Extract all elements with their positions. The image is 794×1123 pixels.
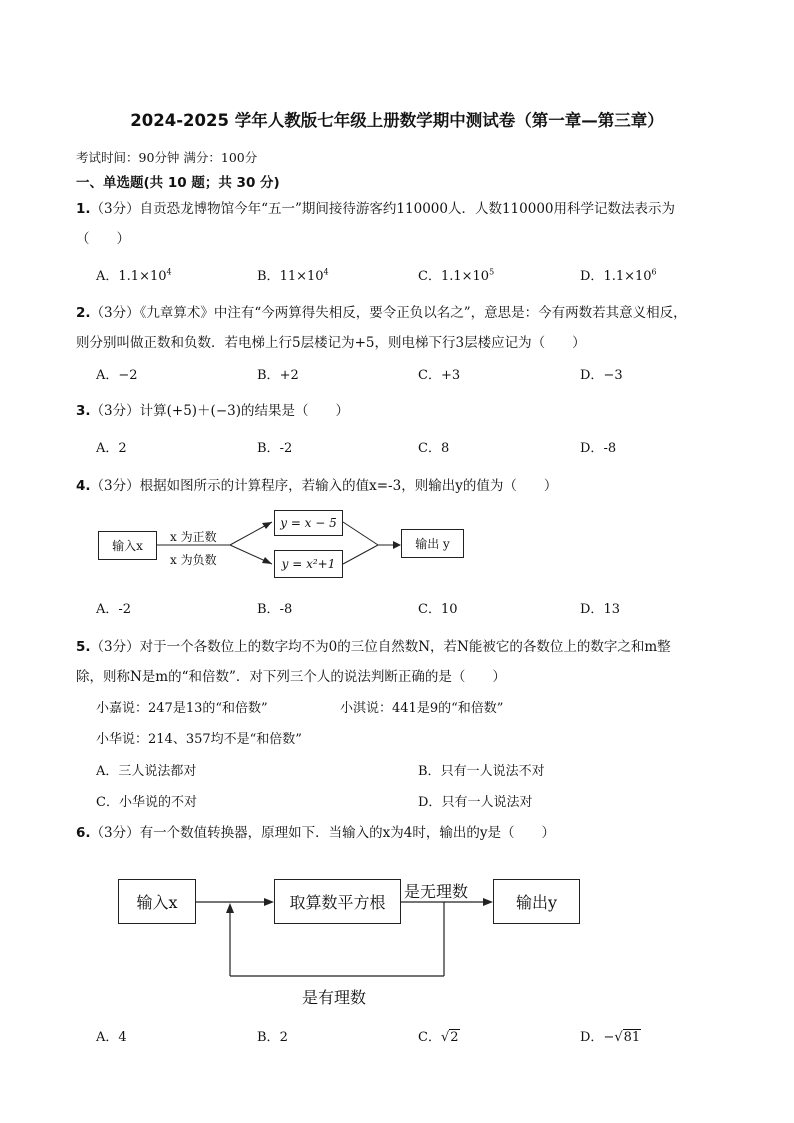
converter-input-box: 输入x (118, 879, 196, 924)
option-d[interactable]: D．只有一人说法对 (418, 795, 533, 810)
option-d[interactable]: D．−3 (580, 368, 623, 383)
question-5-line1: 5.（3分）对于一个各数位上的数字均不为0的三位自然数N，若N能被它的各数位上的数字之和m整 (76, 639, 671, 655)
option-d[interactable]: D．-8 (580, 441, 617, 456)
question-2-line1: 2.（3分）《九章算术》中注有“今两算得失相反，要令正负以名之”，意思是：今有两数若其意义相反， (76, 305, 687, 321)
converter-output-box: 输出y (493, 879, 580, 924)
option-d[interactable]: D．−√81 (580, 1030, 641, 1045)
sqrt-expression: √81 (614, 1030, 641, 1045)
option-b[interactable]: B．+2 (257, 368, 299, 383)
statement-xiaohua: 小华说：214、357均不是“和倍数” (96, 732, 302, 747)
option-b[interactable]: B．-8 (257, 602, 293, 617)
question-6-line1: 6.（3分）有一个数值转换器，原理如下．当输入的x为4时，输出的y是（ ） (76, 825, 555, 841)
option-c[interactable]: C．√2 (418, 1030, 459, 1045)
condition-negative-label: x 为负数 (170, 553, 217, 567)
branch-negative-box: y = x²+1 (274, 550, 343, 578)
option-d[interactable]: D．$1.1\times 10^6$ (580, 267, 657, 284)
exam-meta: 考试时间：90分钟 满分：100分 (76, 150, 258, 165)
diagram-input-box: 输入x (98, 531, 157, 560)
option-c[interactable]: C．10 (418, 602, 458, 617)
question-2-line2: 则分别叫做正数和负数．若电梯上行5层楼记为+5，则电梯下行3层楼应记为（ ） (76, 335, 586, 351)
converter-process-box: 取算数平方根 (274, 879, 401, 924)
page-title: 2024-2025 学年人教版七年级上册数学期中测试卷（第一章—第三章） (130, 111, 664, 130)
irrational-branch-label: 是无理数 (404, 882, 469, 901)
sqrt-expression: √2 (440, 1030, 459, 1045)
option-c[interactable]: C．8 (418, 441, 450, 456)
diagram-output-box: 输出 y (401, 529, 464, 558)
option-c[interactable]: C．$1.1\times 10^5$ (418, 267, 495, 284)
condition-positive-label: x 为正数 (170, 530, 217, 544)
option-a[interactable]: A．4 (96, 1030, 127, 1045)
question-5-line2: 除，则称N是m的“和倍数”．对下列三个人的说法判断正确的是（ ） (76, 669, 506, 685)
branch-positive-box: y = x − 5 (274, 510, 343, 536)
option-a[interactable]: A．$1.1\times 10^4$ (96, 267, 172, 284)
question-1-line2: （ ） (76, 231, 130, 247)
option-a[interactable]: A．2 (96, 441, 127, 456)
option-b[interactable]: B．2 (257, 1030, 288, 1045)
option-c[interactable]: C．小华说的不对 (96, 795, 197, 810)
question-text: 自贡恐龙博物馆今年“五一”期间接待游客约110000人．人数110000用科学记数法表示为 (139, 201, 675, 217)
rational-branch-label: 是有理数 (302, 988, 367, 1007)
question-number: 1. (76, 201, 91, 217)
option-a[interactable]: A．−2 (96, 368, 138, 383)
option-a[interactable]: A．-2 (96, 602, 132, 617)
statement-xiaojia: 小嘉说：247是13的“和倍数” (96, 701, 268, 716)
option-c[interactable]: C．+3 (418, 368, 461, 383)
option-a[interactable]: A．三人说法都对 (96, 764, 197, 779)
question-score: （3分） (90, 201, 140, 217)
option-d[interactable]: D．13 (580, 602, 620, 617)
option-b[interactable]: B．只有一人说法不对 (418, 764, 545, 779)
section-heading: 一、单选题(共 10 题；共 30 分) (76, 175, 280, 191)
option-b[interactable]: B．$11\times 10^4$ (257, 267, 329, 284)
question-4-line1: 4.（3分）根据如图所示的计算程序，若输入的值x=-3，则输出y的值为（ ） (76, 478, 558, 494)
question-3-line1: 3.（3分）计算(+5)＋(−3)的结果是（ ） (76, 403, 349, 419)
statement-xiaoqi: 小淇说：441是9的“和倍数” (340, 701, 504, 716)
option-b[interactable]: B．-2 (257, 441, 293, 456)
